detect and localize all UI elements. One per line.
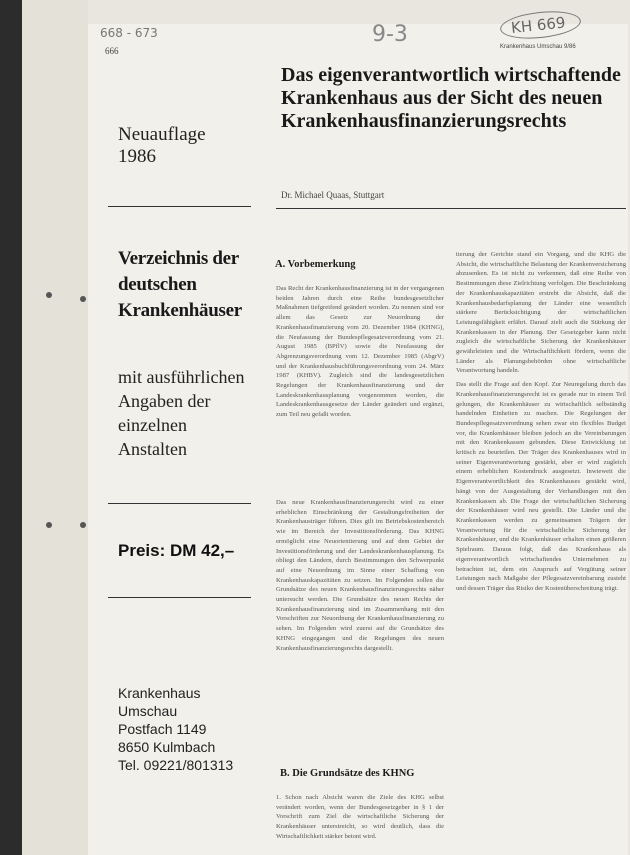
running-head: Krankenhaus Umschau 9/86 [500,44,576,50]
column-1-paragraph-1 [276,284,444,492]
page-number: 666 [105,46,119,56]
article-rule [276,208,626,209]
paragraph: 1. Schon nach Absicht waren die Ziele des KHG selbst verändert worden, wenn der Bundesgesetzgeber in § 1 der Vorschrift zum Ziel die wirtschaftliche Sicherung der Krankenhäuser unterstreicht, so wird deutlich, dass die Wirtschaftlichkeit stärker betont wird. [276,794,444,840]
ad-price: Preis: DM 42,– [118,541,235,560]
ad-title: Verzeichnis der deutschen Krankenhäuser [118,248,242,321]
article-title: Das eigenverantwortlich wirtschaftende Krankenhaus aus der Sicht des neuen Krankenhausfinanzierungsrechts [281,64,621,132]
handwritten-note: 9-3 [372,22,408,47]
ad-address [118,684,233,774]
paragraph: Das Recht der Krankenhausfinanzierung ist in der vergangenen beiden Jahren durch eine Reihe bundesgesetzlicher Maßnahmen tiefgreifend geändert worden. Zu nennen sind vor allem das Gesetz zur Neuordnung der Krankenhausfinanzierung vom 20. Dezember 1984 (KHNG), die Neufassung der Bundespflegesatzverordnung vom 21. August 1985 (BPflV) sowie die Neufassung der Abgrenzungsverordnung vom 12. Dezember 1985 (AbgrV) und der Krankenhausbuchführungsverordnung vom 24. März 1987 (KHBV). Zugleich sind die landesgesetzlichen Regelungen der Krankenhausfinanzierung und der Landeskrankenhausplanung vorgenommen worden, die Landeskrankenhausgesetze der Länder geändert und ergänzt, zum Teil neu gefaßt worden. [276,285,444,419]
column-2 [456,250,626,845]
punch-hole-mark [46,522,52,528]
ad-neuauflage [118,124,208,168]
article-author: Dr. Michael Quaas, Stuttgart [281,190,385,200]
ad-neuauflage-text: Neuauflage 1986 [118,124,206,167]
handwritten-page-range: 668 - 673 [100,26,158,40]
column-1-paragraph-3 [276,793,444,845]
column-1-paragraph-2 [276,498,444,746]
ad-address-line: Umschau [118,703,178,719]
punch-hole-mark [80,522,86,528]
ad-address-line: Postfach 1149 [118,721,207,737]
scan-margin [22,0,88,855]
handwritten-stamp: KH 669 [499,8,582,42]
scan-binding-edge [0,0,22,855]
heading-a: A. Vorbemerkung [275,259,356,270]
paragraph: Das neue Krankenhausfinanzierungsrecht wird zu einer erheblichen Einschränkung der Gestaltungsfreiheiten der Krankenhausträger führen. Dies gilt im Betriebskostenbereich wie im Bereich der Investitionsförderung. Das KHNG ermöglicht eine Neuorientierung und auf dem Gebiet der Investitionsförderung und der Landeskrankenhausplanung. Es obliegt den Ländern, durch Bestimmungen den Schwerpunkt auf eine Neuordnung im Sinne einer Schaffung von Krankenhauskapazitäten zu setzen. Im Folgenden sollen die Grundsätze des neuen Krankenhausfinanzierungsrechts näher untersucht werden. Die Grundsätze des neuen Rechts der Krankenhausfinanzierung sind im Zusammenhang mit den Vorschriften zur Neuordnung der Krankenhausfinanzierung zu sehen. Im Folgenden wird zuerst auf die Grundsätze des KHNG eingegangen und die Regelungen des neuen Krankenhausfinanzierungsrechts dargestellt. [276,499,444,652]
ad-rule-2 [108,503,251,504]
ad-address-line: Tel. 09221/801313 [118,757,234,773]
ad-subtitle: mit ausführlichen Angaben der einzelnen Anstalten [118,367,245,459]
punch-hole-mark [46,292,52,298]
ad-address-line: Krankenhaus [118,685,201,701]
ad-rule-3 [108,597,251,598]
punch-hole-mark [80,296,86,302]
ad-address-line: 8650 Kulmbach [118,739,216,755]
paragraph: Das stellt die Frage auf den Kopf. Zur Neuregelung durch das Krankenhausfinanzierungsrecht ist es gerade nur in einem Teil gelungen, die Krankenhäuser zu wirtschaftlich selbständig handelnden Einheiten zu machen. Die Regelungen der Bundespflegesatzverordnung sehen zwar ein flexibles Budget vor, die Krankenhäuser bleiben jedoch an die Vereinbarungen mit den Krankenkassen gebunden. Diese Entwicklung ist kritisch zu beurteilen. Der Träger des Krankenhauses wird in seiner Eigenverantwortung gestärkt, aber er wird zugleich einem erheblichen Kostendruck ausgesetzt. Inwieweit die Eigenverantwortlichkeit des Krankenhauses gestärkt wird, hängt von der Ausgestaltung der Verhandlungen mit den Krankenkassen ab. Die Frage der wirtschaftlichen Sicherung der Krankenhäuser wird neu gestellt. Die Länder und die Krankenkassen werden zu gemeinsamen Trägern der Verantwortung für die wirtschaftliche Sicherung der Krankenhäuser, und die Krankenhäuser erhalten einen größeren Spielraum. Daraus folgt, daß das Krankenhaus als eigenverantwortlich wirtschaftendes Unternehmen zu betrachten ist, dem ein Anspruch auf Vergütung seiner Leistungen nach Maßgabe der Pflegesatzvereinbarung zusteht und dessen Träger das Risiko der Kostenüberschreitung trägt. [456,381,626,592]
paragraph: tierung der Gerichte stand ein Vorgang, und die KHG die Absicht, die wirtschaftliche Belastung der Krankenversicherung abzusenken. Es ist nicht zu verkennen, daß eine Reihe von Bestimmungen diese Zielrichtung verfolgen. Die Beschränkung der Krankenhauskapazitäten erstrebt die Absicht, daß die Krankenhausbedarfsplanung der Länder eine wesentlich stärkere Berücksichtigung der wirtschaftlichen Leistungsfähigkeit erfährt. Darauf zielt auch die Stärkung der Krankenkassen in der Planung. Der Gesetzgeber kann nicht zugleich die wirtschaftliche Sicherung der Krankenhäuser gewährleisten und die Wirtschaftlichkeit fördern, wenn die Länder als Planungsbehörden ohne wirtschaftliche Verantwortung handeln. [456,251,626,375]
heading-b: B. Die Grundsätze des KHNG [280,768,415,779]
ad-rule-1 [108,206,251,207]
